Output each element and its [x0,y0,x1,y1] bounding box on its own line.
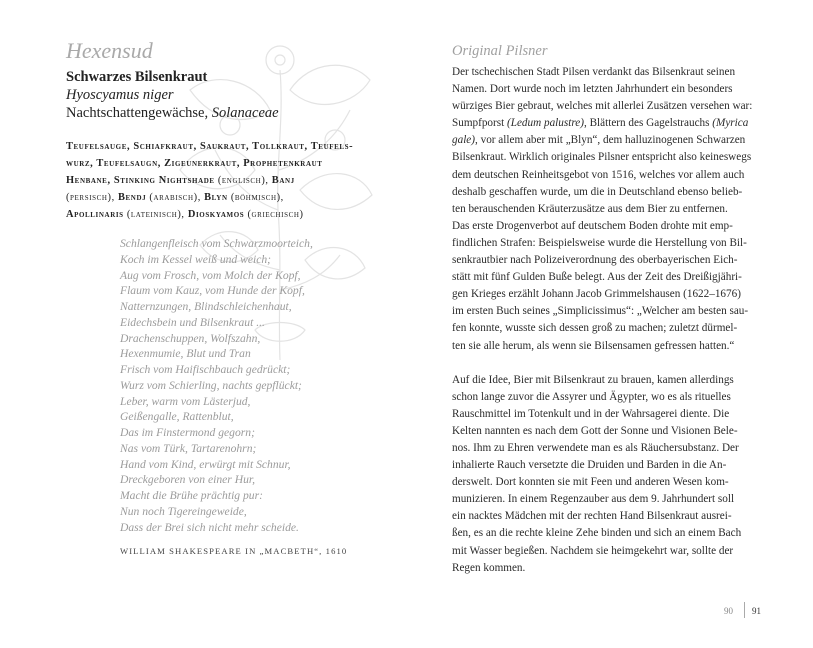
text-line: derswelt. Dort konnten sie mit Feen und anderen Wesen kom- [452,476,729,489]
text-run: Sumpfporst [452,117,508,130]
text-line [452,218,753,235]
poem-line: Das im Finstermond gegorn; [120,426,255,439]
text-line [452,303,753,320]
poem-line: Schlangenfleisch vom Schwarzmoorteich, [120,237,313,250]
text-line: Regen kommen. [452,561,526,574]
synonym-line [66,206,364,223]
poem-line: Hexenmumie, Blut und Tran [120,347,251,361]
text-run: Der tschechischen Stadt Pilsen verdankt das Bilsenkraut seinen [452,66,736,78]
synonym-run: Teufelsauge, Schiafkraut, Saukraut, Tollkraut, Teufels- [66,141,354,152]
text-run: , Blättern des Gagelstrauchs [583,117,713,130]
text-run: dem deutschen Reinheitsgebot von 1516, welches vor allem auch [452,168,745,181]
text-line: Kelten nannten es nach dem Gott der Sonne und Visionen Bele- [452,424,738,437]
text-run: (Myrica [712,117,749,130]
poem-line: Dass der Brei sich nicht mehr scheide. [120,520,299,534]
text-line [452,269,753,286]
text-line [452,252,753,269]
text-line [452,98,753,115]
poem-attribution: WILLIAM SHAKESPEARE IN „MACBETH“, 1610 [120,546,348,556]
text-line [452,167,753,184]
synonym-run: Henbane, Stinking Nightshade [66,175,218,186]
text-run: stätt mit fünf Gulden Buße belegt. Aus der Zeit des Dreißigjähri- [452,271,742,284]
text-run: , vor allem aber mit „Blyn“, dem halluzinogenen Schwarzen [475,134,746,147]
text-run: gen Krieges erzählt Johann Jacob Grimmelshausen (1622–1676) [452,288,741,301]
poem-line: Macht die Brühe prächtig pur: [120,489,263,502]
poem-line: Flaum vom Kauz, vom Hunde der Kopf, [120,284,305,298]
synonym-run: (persisch), [66,192,118,203]
synonym-run: (böhmisch), [230,192,284,203]
text-line [452,64,753,81]
poem-line: Geißengalle, Rattenblut, [120,410,234,424]
family-label: Nachtschattengewächse, [66,105,212,121]
synonym-run: Blyn [204,192,231,203]
synonym-run: Banj [271,175,295,186]
poem-line: Wurz vom Schierling, nachts gepflückt; [120,378,302,392]
plant-latin-name: Hyoscyamus niger [66,87,174,103]
poem-line: Aug vom Frosch, vom Molch der Kopf, [120,268,301,282]
text-line [452,286,753,303]
text-run: ten berauschenden Kräuterzusätze aus dem Bier zu entfernen. [452,202,728,215]
synonym-run: (griechisch) [247,209,304,220]
plant-name: Schwarzes Bilsenkraut [66,69,208,85]
text-line [452,235,753,252]
text-line: ßen, es an die rechte kleine Zehe binden und sich an einem Bach [452,527,742,540]
text-line: mit Wasser begießen. Nachdem sie heimgekehrt war, sollte der [452,544,734,557]
poem-line: Eidechsbein und Bilsenkraut ... [120,315,265,329]
text-run: (Ledum palustre) [507,117,584,130]
text-line: schon lange zuvor die Assyrer und Ägypter, wo es als rituelles [452,390,731,403]
text-line: munizieren. In einem Regenzauber aus dem 9. Jahrhundert soll [452,493,735,506]
text-run: im ersten Buch seines „Simplicissimus“: „Welcher am besten sau- [452,305,749,318]
synonym-line [66,189,364,206]
text-line: inhalierte Rauch versetzte die Druiden und Barden in die An- [452,459,727,472]
synonym-run: wurz, Teufelsaugn, Zigeunerkraut, Prophetenkraut [66,158,323,169]
synonym-line [66,138,364,155]
text-run: würziges Bier gebraut, welches mit allerlei Zusätzen versehen war: [452,100,753,113]
text-line [452,115,753,132]
text-line: nos. Ihm zu Ehren verwendete man es als Räuchersubstanz. Der [452,441,739,454]
text-line [452,149,753,166]
paragraph-idea [452,372,753,577]
synonym-run: (arabisch), [149,192,205,203]
synonym-run: (lateinisch), [126,209,188,220]
synonym-line [66,172,364,189]
synonym-run: Bendj [118,192,150,203]
text-run: ten sie alle herum, als wenn sie Bilsensamen gefressen hatten.“ [452,339,735,352]
text-run: fen konnte, wusste sich dessen groß zu machen; zuletzt dürmel- [452,322,738,335]
macbeth-poem [120,236,360,535]
poem-line: Drachenschuppen, Wolfszahn, [120,331,261,345]
text-line [452,338,753,355]
page-number-right: 91 [752,606,761,616]
synonym-run: Dioskyamos [187,209,248,220]
chapter-title: Hexensud [66,38,153,63]
text-line [452,201,753,218]
left-page [66,38,366,223]
text-run: Das erste Drogenverbot auf deutschem Boden drohte mit emp- [452,219,733,232]
text-run: gale) [452,134,475,147]
text-run: senkrautbier nach Polizeiverordnung des oberbayerischen Eich- [452,254,738,267]
poem-line: Nas vom Türk, Tartarenohrn; [120,441,257,455]
text-run: deshalb geschaffen wurde, um die in Deutschland ebenso belieb- [452,185,743,198]
text-line: Rauschmittel im Totenkult und in der Wahrsagerei diente. Die [452,407,730,420]
text-line [452,132,753,149]
plant-family [66,104,366,122]
page-number-left: 90 [724,606,733,616]
paragraph-pilsen [452,64,753,355]
poem-line: Natternzungen, Blindschleichenhaut, [120,300,292,313]
synonym-run: (englisch), [217,175,272,186]
poem-line: Koch im Kessel weiß und weich; [120,252,272,266]
text-line: ein nacktes Mädchen mit der rechten Hand Bilsenkraut ausrei- [452,510,732,523]
right-page [452,42,753,577]
text-run: Namen. Dort wurde noch im letzten Jahrhundert ein besonders [452,83,733,96]
poem-line: Dreckgeboren von einer Hur, [120,473,256,487]
synonym-run: Apollinaris [66,209,127,220]
synonym-list [66,138,364,223]
synonym-line [66,155,364,172]
text-line [452,184,753,201]
text-line: Auf die Idee, Bier mit Bilsenkraut zu brauen, kamen allerdings [452,373,734,386]
section-title: Original Pilsner [452,43,548,59]
text-line [452,81,753,98]
poem-line: Frisch vom Haifischbauch gedrückt; [120,363,291,376]
page-number-divider [744,602,745,618]
family-latin: Solanaceae [211,105,279,121]
poem-line: Nun noch Tigereingeweide, [120,504,247,518]
text-line [452,320,753,337]
poem-line: Hand vom Kind, erwürgt mit Schnur, [120,457,291,471]
text-run: Bilsenkraut. Wirklich originales Pilsner entspricht also keineswegs [452,151,752,164]
text-run: findlichen Strafen: Beispielsweise wurde die Herstellung von Bil- [452,236,747,249]
poem-line: Leber, warm vom Lästerjud, [120,394,251,408]
